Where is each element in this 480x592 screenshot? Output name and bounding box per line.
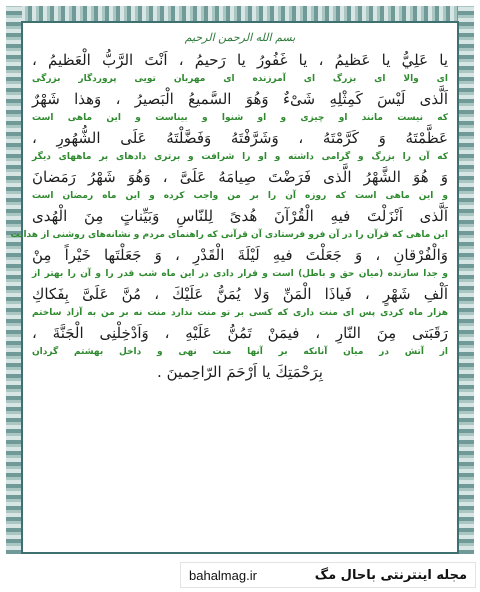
arabic-line-8: رَقَبَتى مِنَ النّارِ ، فيمَنْ تَمُنُّ عَلَيْهِ ، وَاَدْخِلْنِى الْجَنَّةَ ، <box>32 324 448 342</box>
persian-line-3: که آن را بزرگ و گرامی داشته و او را شرافت و برتری دادهای بر ماههای دیگر <box>32 152 448 162</box>
arabic-line-4: وَ هُوَ الشَّهْرُ الَّذى فَرَضْتَ صِيامَهُ عَلَىَّ ، وَهُوَ شَهْرُ رَمَضانَ <box>32 168 448 186</box>
frame-border-top <box>6 6 474 22</box>
frame-border-left <box>6 6 22 554</box>
arabic-line-7: اَلْفِ شَهْرٍ ، فَياذَا الْمَنِّ وَلا يُمَنُّ عَلَيْكَ ، مُنَّ عَلَىَّ بِفَكاكِ <box>32 285 448 303</box>
frame-border-right <box>458 6 474 554</box>
arabic-line-1: يا عَلِيُّ يا عَظيمُ ، يا غَفُورُ يا رَحيمُ ، اَنْتَ الرَّبُّ الْعَظيمُ ، <box>32 51 448 69</box>
basmala-heading: بسم الله الرحمن الرحيم <box>184 31 296 44</box>
persian-line-1: ای والا ای بزرگ ای آمرزنده ای مهربان تویی پروردگار بزرگی <box>32 74 448 84</box>
persian-line-8: از آتش در میان آنانکه بر آنها منت نهی و داخل بهشتم گردان <box>32 347 448 357</box>
arabic-line-6: وَالْفُرْقانِ ، وَ جَعَلْتَ فيهِ لَيْلَةَ الْقَدْرِ ، وَ جَعَلْتَها خَيْراً مِنْ <box>32 246 448 264</box>
arabic-closing-line: بِرَحْمَتِكَ يا اَرْحَمَ الرّاحِمينَ . <box>157 363 323 381</box>
persian-line-5: این ماهی که قرآن را در آن فرو فرستادی آن قرآنی که راهنمای مردم و نشانه‌های روشنی از هدایت <box>10 230 448 240</box>
persian-line-2: که نیست مانند او چیزی و او شنوا و بیناست و این ماهی است <box>32 113 448 123</box>
site-title: مجله اینترنتی باحال مگ <box>314 567 467 583</box>
site-domain: bahalmag.ir <box>189 567 257 583</box>
persian-line-7: هزار ماه کردی پس ای منت داری که کسی بر تو منت ندارد منت نه بر من به آزاد ساختم <box>32 308 448 318</box>
watermark-footer <box>180 562 476 588</box>
arabic-line-2: اَلَّذى لَيْسَ كَمِثْلِهِ شَىْءٌ وَهُوَ السَّميعُ الْبَصيرُ ، وَهذا شَهْرٌ <box>32 90 448 108</box>
persian-line-4: و این ماهی است که روزه آن را بر من واجب کرده و این ماه رمضان است <box>32 191 448 201</box>
prayer-content <box>10 26 452 534</box>
persian-line-6: و جدا سازنده (میان حق و باطل) است و قرار دادی در این ماه شب قدر را و آن را بهتر از <box>32 269 448 279</box>
arabic-line-3: عَظَّمْتَهُ وَ كَرَّمْتَهُ ، وَشَرَّفْتَهُ وَفَضَّلْتَهُ عَلَى الشُّهُورِ ، <box>32 129 448 147</box>
arabic-line-5: اَلَّذى اَنْزَلْتَ فيهِ الْقُرْآنَ هُدىً لِلنّاسِ وَبَيِّناتٍ مِنَ الْهُدى <box>32 207 448 225</box>
